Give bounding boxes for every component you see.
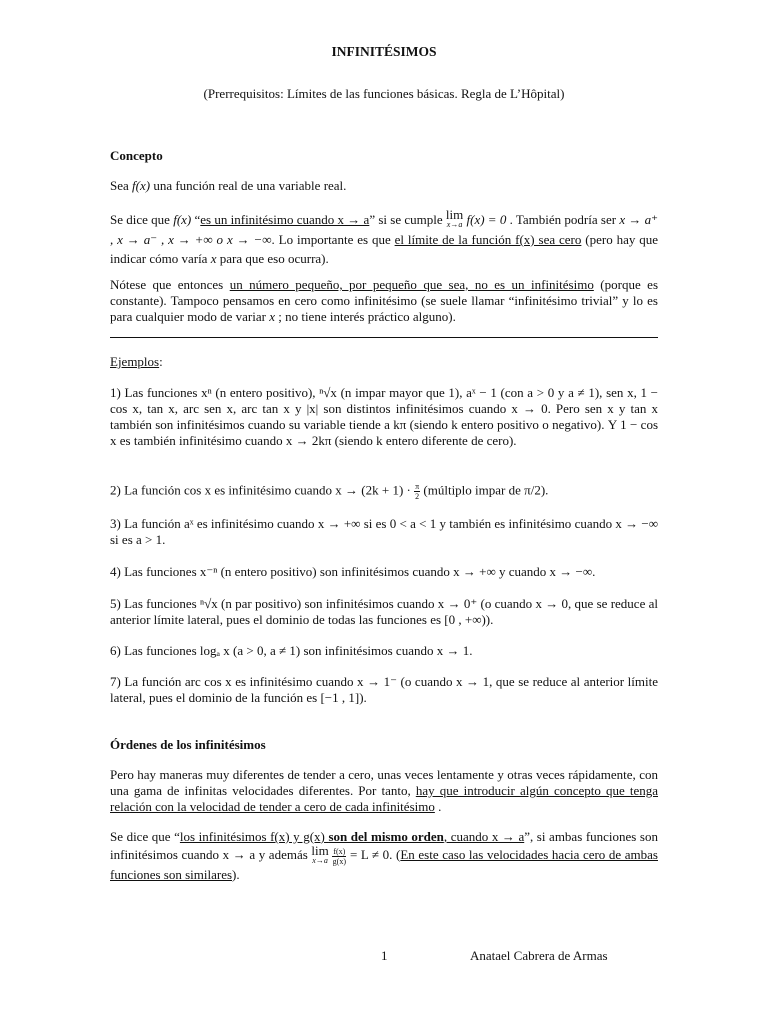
underlined-text: hay que introducir algún concepto que tenga relación con la velocidad de tender a cero de cada infinitésimo <box>110 783 659 814</box>
text: ; no tiene interés práctico alguno). <box>274 309 456 324</box>
underlined-text: En este caso las velocidades hacia cero de ambas funciones son similares <box>110 847 658 882</box>
lim-subscript: x→a <box>446 220 463 229</box>
underlined-text: un número pequeño, por pequeño que sea, no es un infinitésimo <box>229 277 594 292</box>
text: (pero hay que indicar cómo varía <box>110 232 659 266</box>
horizontal-rule <box>110 337 658 338</box>
fraction-numerator: π <box>415 482 420 491</box>
prerequisites: (Prerrequisitos: Límites de las funciones básicas. Regla de L’Hôpital) <box>203 86 565 101</box>
underlined-text: , cuando x → a <box>443 829 525 844</box>
text: . También podría <box>506 212 598 227</box>
lim-word: lim <box>445 207 464 222</box>
text: ”, si ambas funciones son infinitésimos cuando x → a y además <box>110 829 658 862</box>
paragraph-concepto-3 <box>110 277 658 325</box>
page-number: 1 <box>381 948 388 963</box>
lim-word: lim <box>311 843 329 858</box>
text: = L ≠ 0. ( <box>346 847 401 862</box>
paragraph-concepto-1 <box>110 178 658 194</box>
example-1: 1) Las funciones xⁿ (n entero positivo), ⁿ√x (n impar mayor que 1), aˣ − 1 (con a > 0 y a ≠ 1), sen x, 1 − cos x, tan x, arc sen x, arc tan x y |x| son distintos infinitésimos cuando x → 0. Pero sen x y tan x también son infinitésimos cuando su variable tiende a kπ (siendo k entero positivo o negativo). Y 1 − cos x es también infinitésimo cuando x → 2kπ (siendo k entero diferente de cero). <box>110 385 658 448</box>
text: (porque es constante). Tampoco pensamos en cero como infinitésimo (se suele llamar “infinitésimo trivial” y lo es para cualquier modo de variar <box>110 277 658 324</box>
footer-author: Anatael Cabrera de Armas <box>470 948 608 963</box>
math: x <box>210 251 217 266</box>
fraction-denominator: 2 <box>415 492 420 501</box>
text: . Lo importante es que <box>271 232 395 247</box>
paragraph-concepto-2 <box>110 207 659 268</box>
text: (múltiplo impar de π/2). <box>420 482 549 498</box>
paragraph-ordenes-1 <box>110 767 658 815</box>
heading-text: Ejemplos <box>110 354 160 369</box>
limit-expression <box>445 207 464 230</box>
fraction-numerator: f(x) <box>333 846 346 856</box>
limit-expression <box>311 843 329 866</box>
fraction <box>332 847 346 866</box>
text: . <box>434 799 442 814</box>
math: f(x) = 0 <box>466 212 507 227</box>
bold-underlined-text: son del mismo orden <box>328 829 444 844</box>
fraction-denominator: g(x) <box>332 856 346 866</box>
text: ” si se cumple <box>369 212 446 227</box>
example-3: 3) La función aˣ es infinitésimo cuando x → +∞ si es 0 < a < 1 y también es infinitésimo cuando x → −∞ si es a > 1. <box>110 516 658 547</box>
page-title: INFINITÉSIMOS <box>331 44 437 59</box>
text: : <box>159 354 163 369</box>
text: Pero hay maneras muy diferentes de tender a cero, unas veces lentamente y otras veces rápidamente, con una gama de infinitas velocidades diferentes. Por tanto, <box>110 767 658 798</box>
text: Se dice que “ <box>110 829 180 844</box>
math: x → a⁺ , x → a⁻ , x → +∞ o x → −∞ <box>110 212 658 247</box>
underlined-text: los infinitésimos f(x) y g(x) <box>179 829 329 844</box>
example-5: 5) Las funciones ⁿ√x (n par positivo) son infinitésimos cuando x → 0⁺ (o cuando x → 0, que se reduce al anterior límite lateral, pues el dominio de todas las funciones es [0 , +∞)). <box>110 596 658 627</box>
math: f(x) <box>173 212 192 227</box>
lim-subscript: x→a <box>312 856 328 865</box>
underlined-text: el límite de la función f(x) sea cero <box>394 232 582 247</box>
paragraph-ordenes-2 <box>110 828 658 884</box>
example-4: 4) Las funciones x⁻ⁿ (n entero positivo) son infinitésimos cuando x → +∞ y cuando x → −∞. <box>110 564 596 579</box>
text: para que eso ocurra). <box>216 251 329 266</box>
text: Nótese que entonces <box>110 277 230 292</box>
text: ser <box>600 212 620 227</box>
section-heading-concepto: Concepto <box>110 148 163 163</box>
section-heading-ordenes: Órdenes de los infinitésimos <box>110 737 266 752</box>
section-heading-ejemplos <box>110 354 658 370</box>
text: ). <box>232 867 240 882</box>
example-6: 6) Las funciones logₐ x (a > 0, a ≠ 1) son infinitésimos cuando x → 1. <box>110 643 473 658</box>
underlined-text: es un infinitésimo cuando x → a <box>200 212 370 227</box>
text: Sea <box>110 178 133 193</box>
example-2 <box>110 482 658 501</box>
math: f(x) <box>132 178 151 193</box>
example-7: 7) La función arc cos x es infinitésimo cuando x → 1⁻ (o cuando x → 1, que se reduce al anterior límite lateral, pues el dominio de la función es [−1 , 1]). <box>110 674 658 705</box>
text: Se dice que <box>110 212 174 227</box>
text: 2) La función cos x es infinitésimo cuando x → (2k + 1) · <box>110 482 415 498</box>
text: “ <box>191 212 201 227</box>
math: x <box>269 309 275 324</box>
text: una función real de una variable real. <box>150 178 347 193</box>
